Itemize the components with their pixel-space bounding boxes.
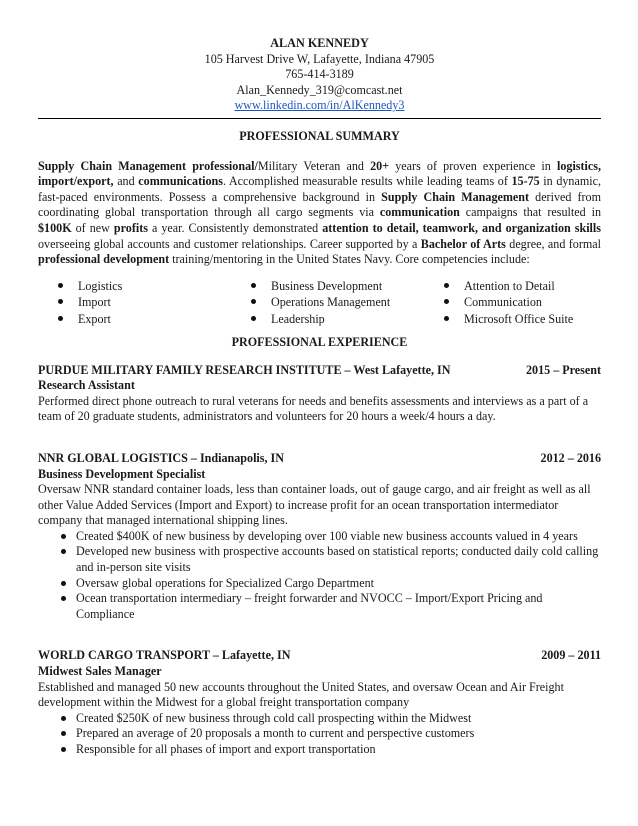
- competency-item: Import: [56, 294, 249, 310]
- bullet-item: Created $400K of new business by developing over 100 viable new business accounts valued in 4 years: [58, 529, 601, 545]
- company: NNR GLOBAL LOGISTICS – Indianapolis, IN: [38, 450, 284, 465]
- job-header: [38, 648, 601, 664]
- job-role: Research Assistant: [38, 378, 135, 393]
- competency-item: Logistics: [56, 278, 249, 294]
- bullet-item: Created $250K of new business through cold call prospecting within the Midwest: [58, 711, 601, 727]
- address: 105 Harvest Drive W, Lafayette, Indiana 47905: [204, 51, 435, 66]
- competency-item: Export: [56, 311, 249, 327]
- job-dates: 2012 – 2016: [540, 450, 601, 465]
- job-role: Midwest Sales Manager: [38, 664, 162, 679]
- linkedin-link[interactable]: www.linkedin.com/in/AlKennedy3: [234, 98, 405, 113]
- bullet-item: Developed new business with prospective accounts based on statistical reports; conducted daily cold calling and in-person site visits: [58, 544, 601, 575]
- job-header: [38, 451, 601, 467]
- job-entry: [38, 363, 601, 425]
- phone: 765-414-3189: [285, 67, 354, 82]
- resume-header: [38, 36, 601, 114]
- competency-item: Leadership: [249, 311, 442, 327]
- competency-item: Attention to Detail: [442, 278, 573, 294]
- job-description: Performed direct phone outreach to rural veterans for needs and benefits assessments and interviews as a part of a team of 20 graduate students, administrators and volunteers for 20 hours a week/4 hours a day.: [38, 393, 589, 424]
- job-role: Business Development Specialist: [38, 466, 206, 481]
- competency-item: Microsoft Office Suite: [442, 311, 573, 327]
- job-description: Oversaw NNR standard container loads, less than container loads, out of gauge cargo, and air freight as well as all other Value Added Services (Import and Export) to increase profit for an ocean transportation intermediator company that managed international shipping lines.: [38, 482, 591, 528]
- job-dates: 2015 – Present: [525, 362, 601, 377]
- job-entry: [38, 451, 601, 623]
- competency-item: Operations Management: [249, 294, 442, 310]
- candidate-name: ALAN KENNEDY: [270, 36, 369, 50]
- job-dates: 2009 – 2011: [541, 648, 601, 663]
- bullet-item: Ocean transportation intermediary – freight forwarder and NVOCC – Import/Export Pricing and Compliance: [58, 591, 601, 622]
- bullet-item: Prepared an average of 20 proposals a month to current and perspective customers: [58, 726, 601, 742]
- summary-title: PROFESSIONAL SUMMARY: [239, 128, 400, 143]
- job-bullets: [38, 711, 601, 758]
- header-divider: [38, 118, 601, 119]
- job-entry: [38, 648, 601, 757]
- core-competencies: [38, 278, 601, 327]
- summary-paragraph: Supply Chain Management professional/Military Veteran and 20+ years of proven experience in logistics, import/export, and communications. Accomplished measurable results while leading teams of 15-75 in dynamic, fast-paced environments. Possess a comprehensive background in Supply Chain Management derived from coordinating global transportation through all cargo segments via communication campaigns that resulted in $100K of new profits a year. Consistently demonstrated attention to detail, teamwork, and organization skills overseeing global accounts and customer relationships. Career supported by a Bachelor of Arts degree, and formal professional development training/mentoring in the United States Navy. Core competencies include:: [38, 158, 602, 267]
- company: PURDUE MILITARY FAMILY RESEARCH INSTITUTE – West Lafayette, IN: [38, 362, 451, 377]
- job-description: Established and managed 50 new accounts throughout the United States, and oversaw Ocean and Air Freight development within the Midwest for a global freight transportation company: [38, 679, 564, 710]
- competency-column: [56, 278, 249, 327]
- email: Alan_Kennedy_319@comcast.net: [236, 82, 403, 97]
- competency-column: [249, 278, 442, 327]
- competency-item: Communication: [442, 294, 573, 310]
- experience-title: PROFESSIONAL EXPERIENCE: [231, 334, 408, 349]
- bullet-item: Oversaw global operations for Specialized Cargo Department: [58, 576, 601, 592]
- bullet-item: Responsible for all phases of import and export transportation: [58, 742, 601, 758]
- job-header: [38, 363, 601, 379]
- job-bullets: [38, 529, 601, 623]
- competency-column: [442, 278, 573, 327]
- competency-item: Business Development: [249, 278, 442, 294]
- company: WORLD CARGO TRANSPORT – Lafayette, IN: [38, 648, 291, 663]
